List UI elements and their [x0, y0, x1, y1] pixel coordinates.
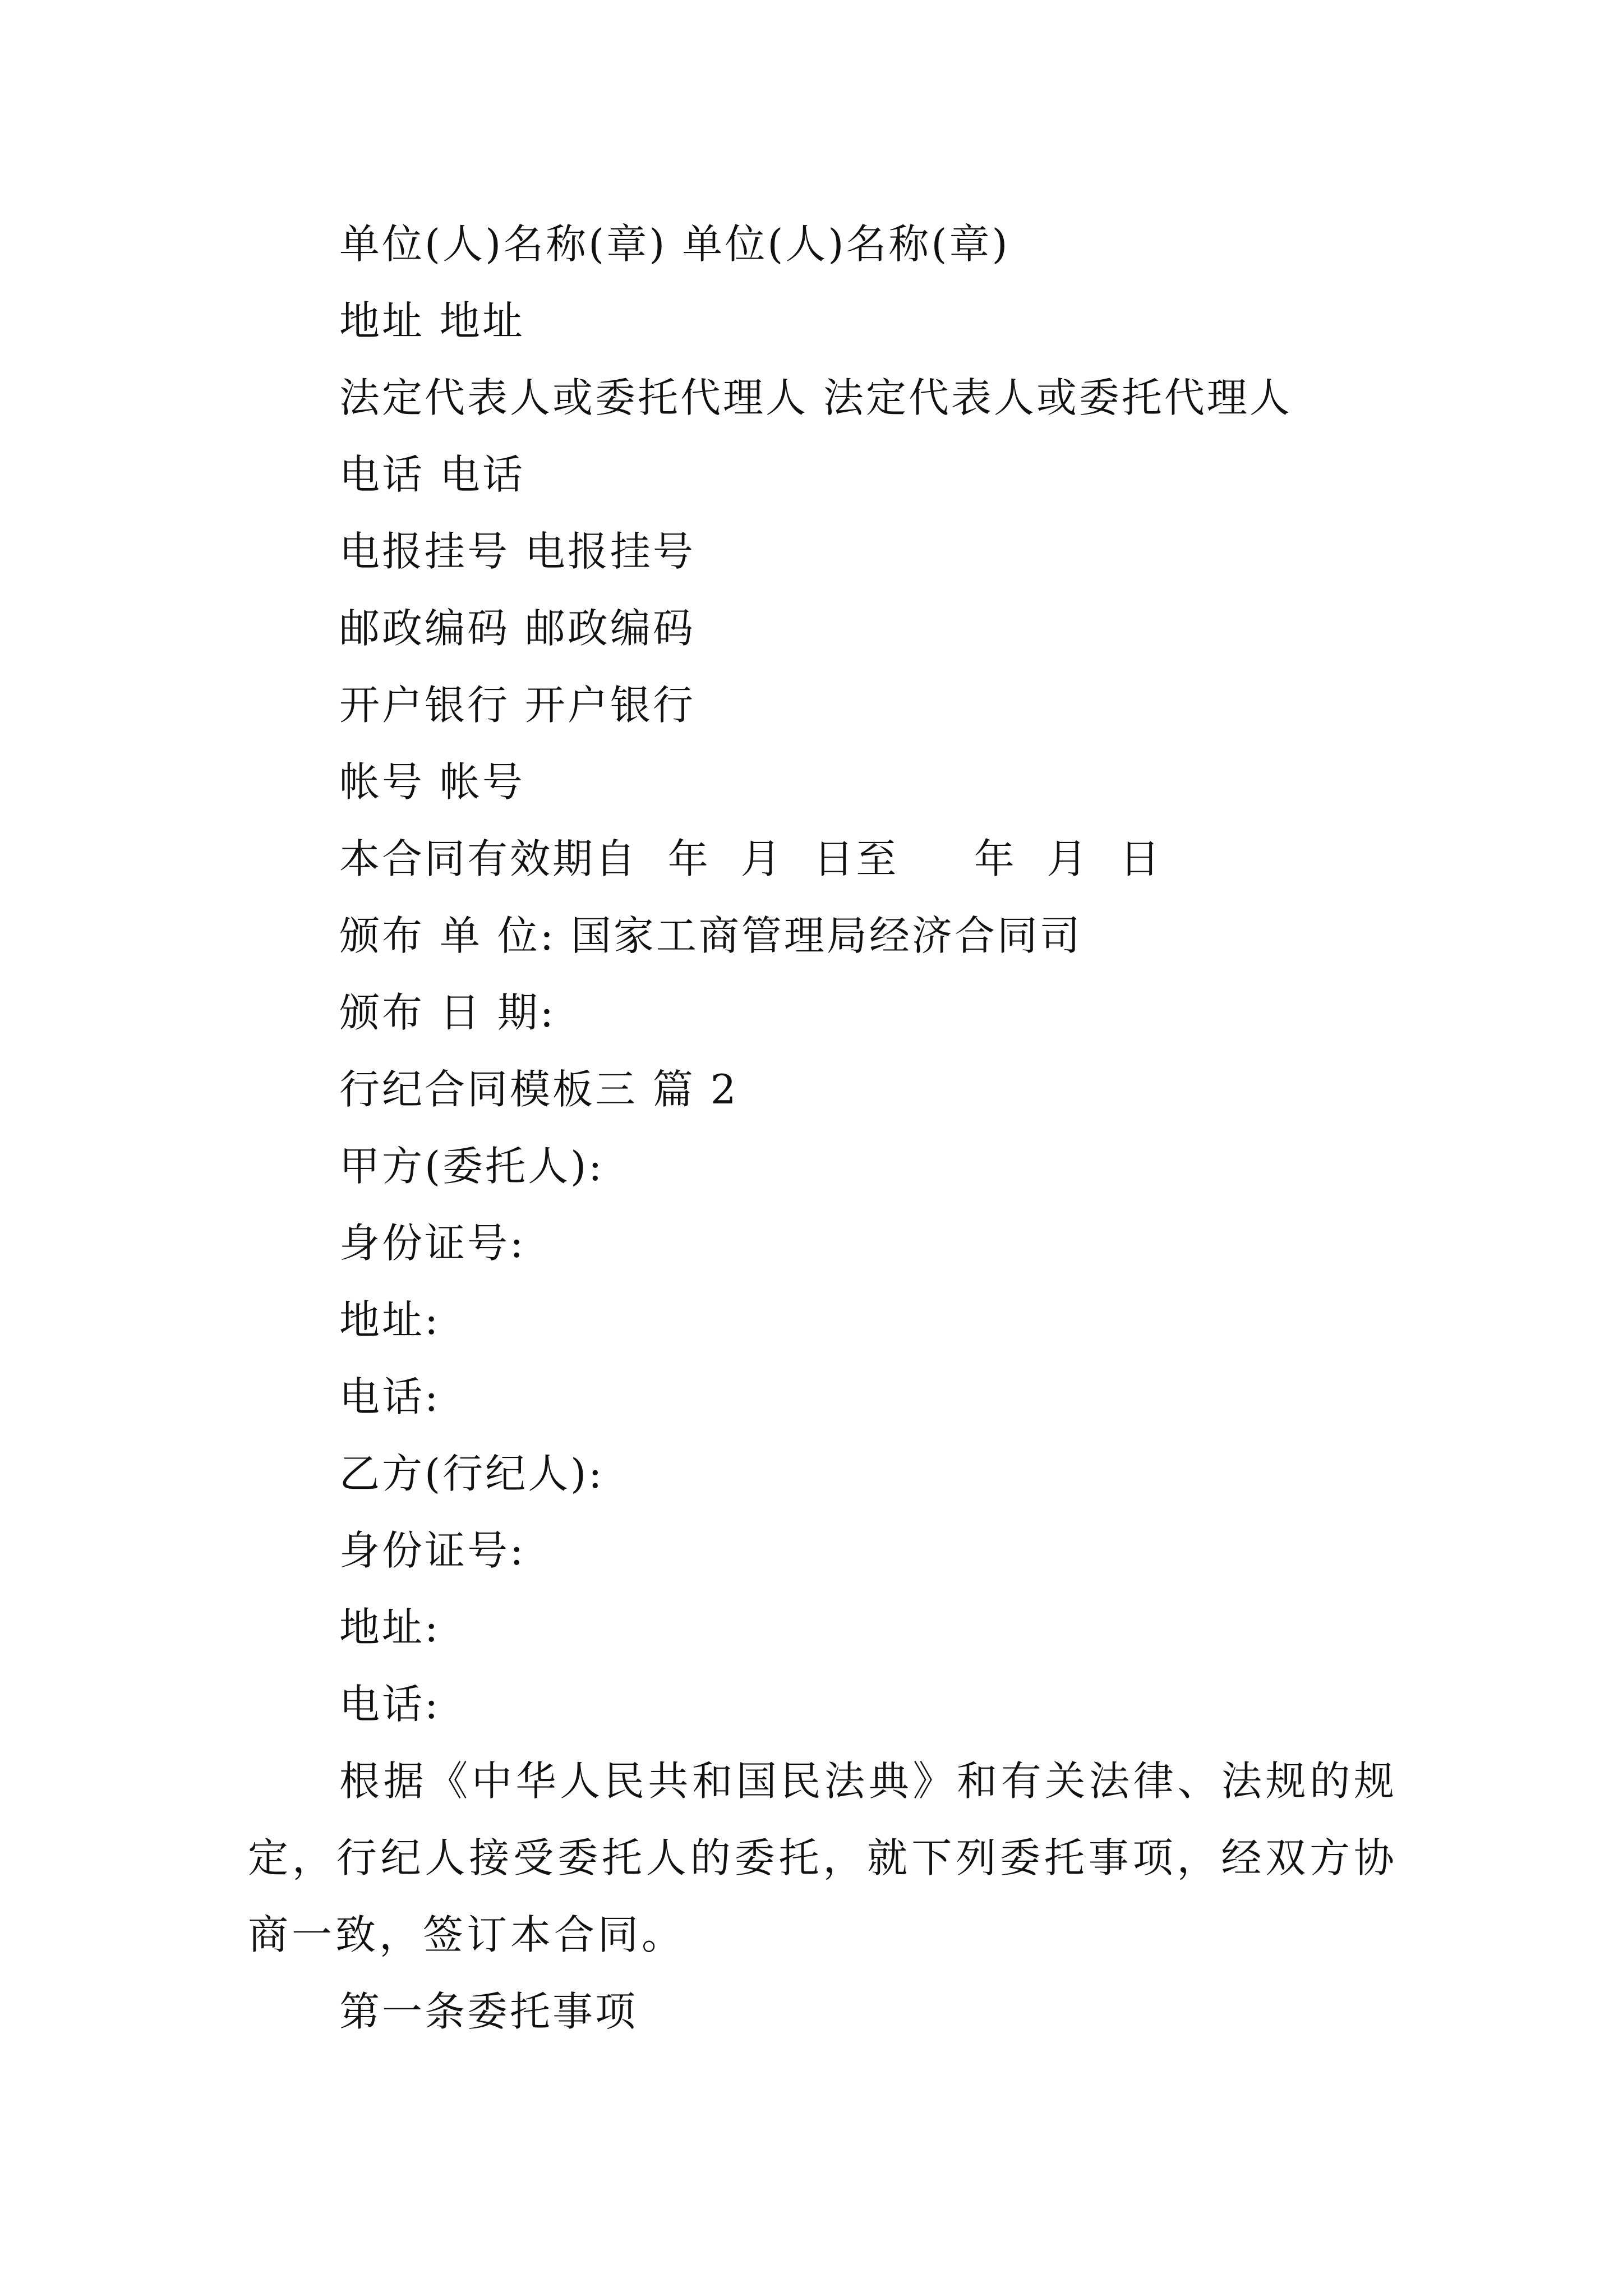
- phone-line: 电话 电话: [339, 451, 525, 498]
- party-b-phone-line: 电话:: [339, 1681, 441, 1728]
- telegraph-line: 电报挂号 电报挂号: [339, 528, 695, 575]
- party-a-id-line: 身份证号:: [339, 1220, 526, 1267]
- section-heading: 行纪合同模板三 篇 2: [339, 1066, 739, 1113]
- party-b-address-line: 地址:: [339, 1604, 441, 1651]
- legal-representative-line: 法定代表人或委托代理人 法定代表人或委托代理人: [339, 374, 1292, 421]
- address-line: 地址 地址: [339, 297, 525, 344]
- issue-date-line: 颁布 日 期:: [339, 989, 556, 1036]
- party-a-address-line: 地址:: [339, 1296, 441, 1343]
- account-line: 帐号 帐号: [339, 758, 525, 806]
- article-one-heading: 第一条委托事项: [339, 1988, 638, 2035]
- party-a-line: 甲方(委托人):: [339, 1143, 605, 1190]
- postal-code-line: 邮政编码 邮政编码: [339, 605, 695, 652]
- party-a-phone-line: 电话:: [339, 1373, 441, 1420]
- signature-unit-name-line: 单位(人)名称(章) 单位(人)名称(章): [339, 220, 1010, 268]
- party-b-line: 乙方(行纪人):: [339, 1450, 605, 1497]
- bank-line: 开户银行 开户银行: [339, 682, 695, 729]
- party-b-id-line: 身份证号:: [339, 1527, 526, 1574]
- validity-period-line: 本合同有效期自 年 月 日至 年 月 日: [339, 835, 1163, 882]
- preamble-paragraph: 根据《中华人民共和国民法典》和有关法律、法规的规定，行纪人接受委托人的委托，就下列委托事项，经双方协商一致，签订本合同。: [248, 1757, 1398, 1958]
- issuer-line: 颁布 单 位: 国家工商管理局经济合同司: [339, 912, 1082, 959]
